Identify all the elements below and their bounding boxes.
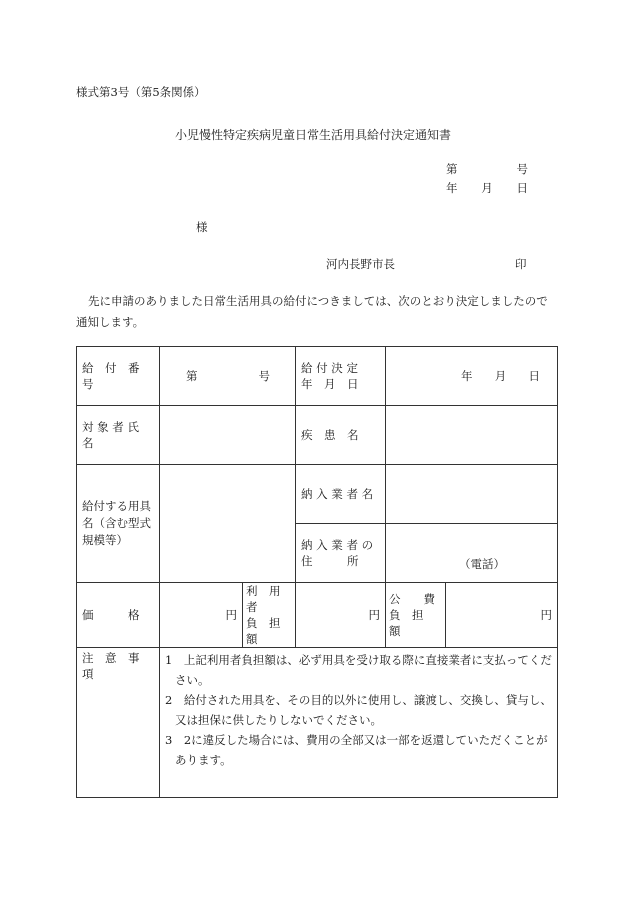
public-burden-cell bbox=[446, 583, 558, 648]
disease-cell bbox=[386, 406, 558, 465]
public-burden-label-line2: 負 担 額 bbox=[389, 608, 435, 638]
price-yen: 円 bbox=[225, 608, 237, 622]
decision-day: 日 bbox=[528, 369, 540, 383]
supplier-name-cell bbox=[386, 465, 558, 524]
supplier-address-label bbox=[296, 524, 386, 583]
issuer-name: 河内長野市長 bbox=[326, 257, 395, 271]
decision-table bbox=[76, 346, 558, 798]
addressee-suffix: 様 bbox=[196, 220, 208, 234]
item-name-label: 給付する用具名（含む型式規模等） bbox=[77, 465, 160, 583]
decision-year: 年 bbox=[461, 369, 473, 383]
decision-date-label-line2: 年 月 日 bbox=[301, 377, 359, 391]
note-item-3: 3 2に違反した場合には、費用の全部又は一部を返還していただくことがあります。 bbox=[165, 733, 548, 767]
user-burden-label-line1: 利 用 者 bbox=[246, 584, 292, 614]
decision-month: 月 bbox=[494, 369, 507, 383]
price-cell bbox=[160, 583, 243, 648]
document-number bbox=[446, 161, 528, 177]
supplier-address-label-line2: 住 所 bbox=[301, 554, 359, 568]
user-burden-label bbox=[243, 583, 296, 648]
seal-mark: 印 bbox=[515, 257, 527, 271]
number-prefix: 第 bbox=[446, 162, 458, 176]
disease-label: 疾 患 名 bbox=[296, 406, 386, 465]
supplier-address-cell bbox=[386, 524, 558, 583]
supplier-name-label: 納 入 業 者 名 bbox=[296, 465, 386, 524]
row-grant-number bbox=[77, 347, 558, 406]
body-paragraph: 先に申請のありました日常生活用具の給付につきましては、次のとおり決定しましたので通知します。 bbox=[76, 294, 548, 329]
decision-date-label bbox=[296, 347, 386, 406]
user-burden-label-line2: 負 担 額 bbox=[246, 616, 292, 646]
note-item-2: 2 給付された用具を、その目的以外に使用し、譲渡し、交換し、貸与し、又は担保に供したりしないでください。 bbox=[165, 693, 552, 727]
supplier-address-label-line1: 納 入 業 者 の bbox=[301, 538, 374, 552]
date-year: 年 bbox=[446, 181, 458, 195]
grant-number-label: 給 付 番 号 bbox=[77, 347, 160, 406]
public-burden-yen: 円 bbox=[540, 608, 552, 622]
subject-name-label: 対 象 者 氏 名 bbox=[77, 406, 160, 465]
note-item-1: 1 上記利用者負担額は、必ず用具を受け取る際に直接業者に支払ってください。 bbox=[165, 653, 552, 687]
decision-date-cell bbox=[386, 347, 558, 406]
row-subject bbox=[77, 406, 558, 465]
row-price bbox=[77, 583, 558, 648]
grant-number-prefix: 第 bbox=[186, 369, 198, 383]
notes-cell bbox=[160, 648, 558, 798]
document-date bbox=[446, 180, 528, 196]
subject-name-cell bbox=[160, 406, 296, 465]
price-label: 価 格 bbox=[77, 583, 160, 648]
phone-label: （電話） bbox=[459, 557, 505, 571]
date-day: 日 bbox=[516, 181, 528, 195]
public-burden-label-line1: 公 費 bbox=[389, 592, 435, 606]
user-burden-cell bbox=[296, 583, 386, 648]
form-number-label: 様式第3号（第5条関係） bbox=[76, 85, 206, 99]
user-burden-yen: 円 bbox=[368, 608, 380, 622]
grant-number-cell bbox=[160, 347, 296, 406]
row-notes bbox=[77, 648, 558, 798]
number-suffix: 号 bbox=[516, 162, 528, 176]
item-name-cell bbox=[160, 465, 296, 583]
document-title: 小児慢性特定疾病児童日常生活用具給付決定通知書 bbox=[175, 128, 452, 142]
row-item-supplier-name bbox=[77, 465, 558, 524]
public-burden-label bbox=[386, 583, 446, 648]
date-month: 月 bbox=[481, 181, 493, 195]
grant-number-suffix: 号 bbox=[258, 369, 270, 383]
notes-label: 注 意 事 項 bbox=[77, 648, 160, 798]
decision-date-label-line1: 給 付 決 定 bbox=[301, 361, 358, 375]
